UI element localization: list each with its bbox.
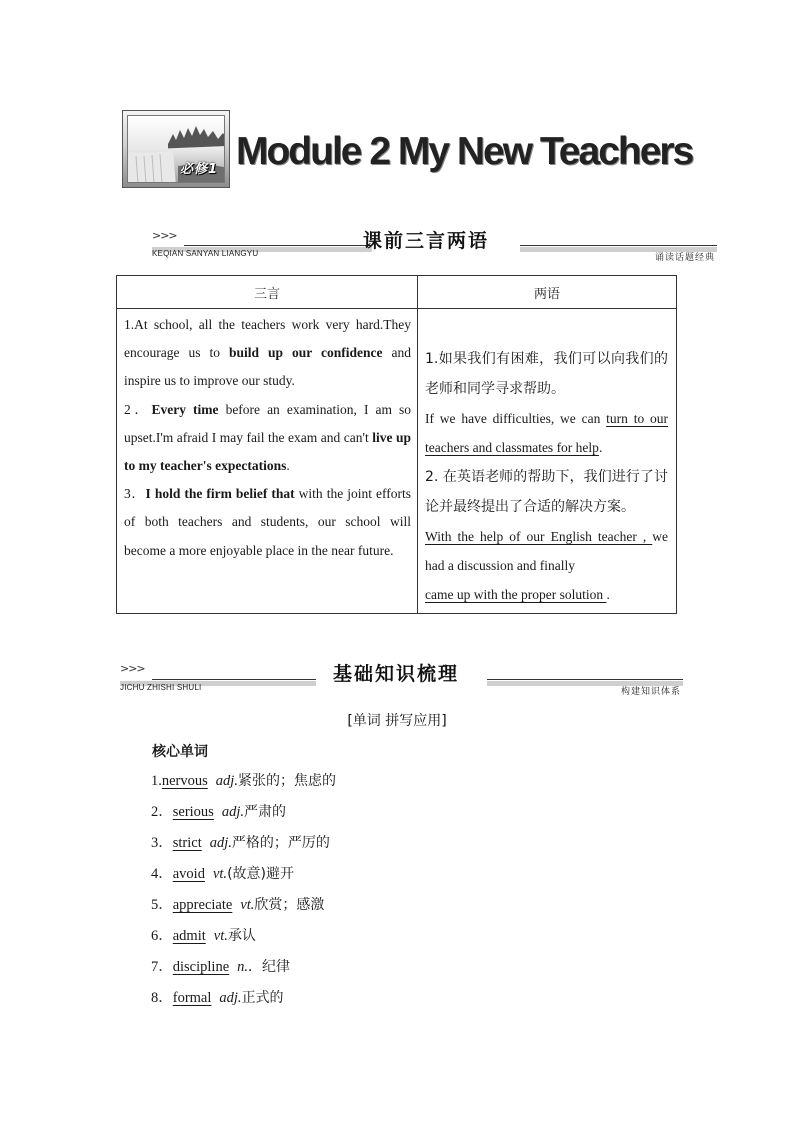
sentence-3-number: 3． bbox=[124, 486, 146, 502]
section-banner-knowledge bbox=[120, 658, 683, 702]
sentence-1-phrase: build up our confidence bbox=[228, 345, 383, 361]
word-meaning: ．纪律 bbox=[248, 959, 291, 975]
word-meaning: 欣赏；感激 bbox=[254, 897, 325, 913]
answer-word: discipline bbox=[172, 959, 230, 975]
section-pinyin: JICHU ZHISHI SHULI bbox=[120, 683, 202, 692]
item-number: 5． bbox=[151, 897, 173, 913]
part-of-speech: adj. bbox=[209, 835, 232, 851]
translation-1-english: If we have difficulties, we can bbox=[425, 411, 607, 426]
answer-word: appreciate bbox=[172, 897, 233, 913]
badge-label: 必修1 bbox=[179, 162, 218, 177]
waterfall-image bbox=[127, 115, 225, 183]
translation-1-chinese: 1.如果我们有困难，我们可以向我们的老师和同学寻求帮助。 bbox=[425, 351, 668, 397]
sentence-2-phrase-2: live up to my teacher's expectations bbox=[124, 429, 412, 474]
item-number: 1. bbox=[151, 773, 162, 789]
divider bbox=[184, 245, 372, 246]
translation-2-english: we had a discussion and finally bbox=[425, 529, 668, 573]
sentence-1-text: 1.At school, all the teachers work very hard.They encourage us to bbox=[124, 317, 411, 361]
word-meaning: 严肃的 bbox=[244, 804, 286, 820]
answer-word: strict bbox=[172, 835, 202, 851]
answer-word: formal bbox=[172, 990, 212, 1006]
word-meaning: 正式的 bbox=[241, 990, 284, 1006]
item-number: 4． bbox=[151, 866, 173, 882]
item-number: 6． bbox=[151, 928, 173, 944]
part-of-speech: vt. bbox=[212, 866, 228, 882]
translation-2-end: . bbox=[606, 587, 610, 602]
translation-1-answer: turn to our teachers and classmates for help bbox=[425, 411, 668, 455]
sentence-table bbox=[116, 275, 677, 614]
word-meaning: (故意)避开 bbox=[227, 866, 294, 882]
section-pinyin: KEQIAN SANYAN LIANGYU bbox=[152, 249, 259, 258]
sentence-2-number: 2． bbox=[124, 401, 152, 417]
item-number: 3． bbox=[151, 835, 173, 851]
textbook-badge bbox=[122, 110, 230, 188]
chevron-right-icon: >>> bbox=[152, 229, 177, 242]
list-item bbox=[151, 890, 336, 921]
part-of-speech: vt. bbox=[213, 928, 228, 944]
answer-word: admit bbox=[172, 928, 206, 944]
part-of-speech: vt. bbox=[240, 897, 255, 913]
divider bbox=[487, 679, 683, 680]
translation-2-answer: With the help of our English teacher , bbox=[425, 529, 653, 544]
divider bbox=[520, 245, 717, 246]
item-number: 8． bbox=[151, 990, 173, 1006]
column-header-right: 两语 bbox=[418, 276, 677, 309]
list-item bbox=[151, 983, 336, 1014]
word-meaning: 严格的；严厉的 bbox=[231, 835, 330, 851]
sanyan-cell bbox=[117, 309, 418, 614]
sentence-2-text: before an examination, I am so upset.I'm afraid I may fail the exam and can't bbox=[124, 401, 411, 445]
sentence-1-text-end: and inspire us to improve our study. bbox=[124, 345, 411, 389]
item-number: 2． bbox=[151, 804, 173, 820]
section-title: 课前三言两语 bbox=[363, 230, 490, 252]
part-of-speech: adj. bbox=[221, 804, 244, 820]
list-item bbox=[151, 828, 336, 859]
answer-word: serious bbox=[172, 804, 214, 820]
sentence-3-phrase: I hold the firm belief that bbox=[145, 486, 295, 502]
part-of-speech: n. bbox=[237, 959, 249, 975]
answer-word: nervous bbox=[161, 773, 208, 789]
list-item bbox=[151, 859, 336, 890]
list-item bbox=[151, 952, 336, 983]
section-tagline: 构建知识体系 bbox=[620, 687, 681, 697]
section-tagline: 诵读话题经典 bbox=[654, 253, 715, 263]
word-meaning: 紧张的；焦虑的 bbox=[237, 773, 336, 789]
section-banner-preview bbox=[152, 225, 717, 269]
part-of-speech: adj. bbox=[215, 773, 238, 789]
page-title: Module 2 My New Teachers bbox=[236, 130, 693, 173]
column-header-left: 三言 bbox=[117, 276, 418, 309]
list-item bbox=[151, 766, 336, 797]
translation-2-answer-2: came up with the proper solution bbox=[425, 587, 607, 602]
sentence-3-text: with the joint efforts of both teachers and students, our school will become a more enjoyable place in the near future. bbox=[124, 486, 411, 558]
sentence-2-phrase: Every time bbox=[151, 401, 219, 417]
list-item bbox=[151, 921, 336, 952]
translation-2-chinese: 2. 在英语老师的帮助下，我们进行了讨论并最终提出了合适的解决方案。 bbox=[425, 469, 668, 515]
core-words-heading: 核心单词 bbox=[152, 744, 208, 760]
translation-1-end: . bbox=[598, 440, 603, 455]
liangyu-cell bbox=[418, 309, 677, 614]
section-title: 基础知识梳理 bbox=[333, 663, 460, 685]
part-of-speech: adj. bbox=[219, 990, 242, 1006]
chevron-right-icon: >>> bbox=[120, 662, 145, 675]
word-meaning: 承认 bbox=[227, 928, 256, 944]
word-list bbox=[151, 766, 336, 1014]
module-header bbox=[122, 108, 702, 192]
exercise-subheading: [单词 拼写应用] bbox=[347, 713, 447, 729]
divider bbox=[152, 679, 316, 680]
list-item bbox=[151, 797, 336, 828]
item-number: 7． bbox=[151, 959, 173, 975]
sentence-2-end: . bbox=[286, 458, 290, 474]
answer-word: avoid bbox=[172, 866, 205, 882]
